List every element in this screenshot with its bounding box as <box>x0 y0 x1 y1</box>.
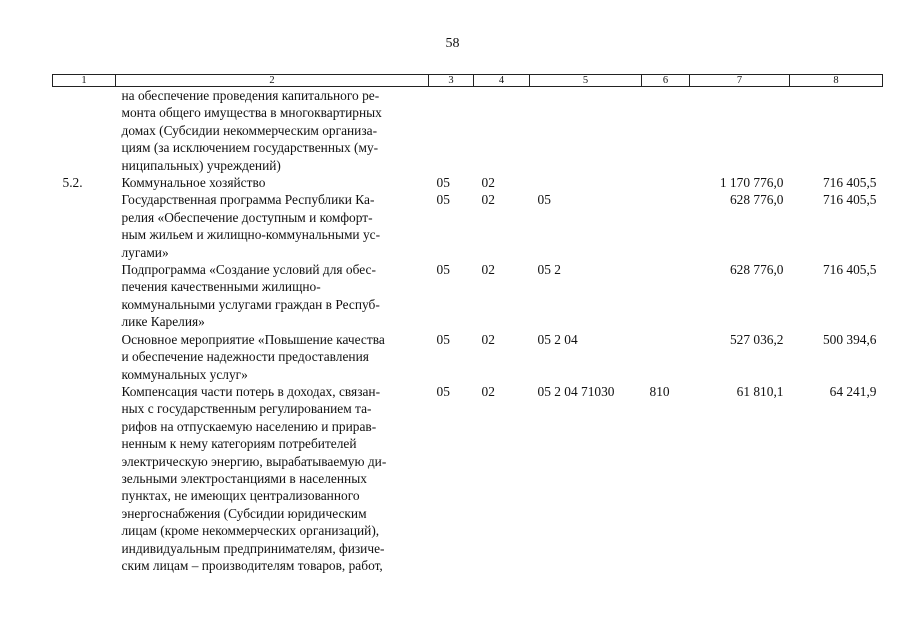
description-line: ниципальных) учреждений) <box>121 157 281 173</box>
column-number: 4 <box>474 75 530 87</box>
subsection-code <box>474 87 530 175</box>
column-number: 5 <box>530 75 642 87</box>
description-line: рифов на отпускаемую населению и прирав- <box>121 418 377 434</box>
column-number-row <box>53 75 883 87</box>
amount-year-2 <box>790 87 883 175</box>
description-line: релия «Обеспечение доступным и комфорт- <box>121 209 373 225</box>
description-line: коммунальных услуг» <box>121 366 248 382</box>
amount-year-1: 61 810,1 <box>736 383 784 399</box>
subsection-code: 02 <box>481 175 495 191</box>
description-line: на обеспечение проведения капитального ре- <box>121 88 380 103</box>
description-line: Подпрограмма «Создание условий для обес- <box>121 262 376 278</box>
expense-type-code <box>642 261 690 331</box>
description-line: лицам (кроме некоммерческих организаций), <box>121 523 380 539</box>
subsection-code: 02 <box>481 331 495 347</box>
description-line: зельными электростанциями в населенных <box>121 470 367 486</box>
table-row <box>53 174 883 191</box>
row-description <box>116 383 429 574</box>
description-line: ненным к нему категориям потребителей <box>121 436 357 452</box>
section-code: 05 <box>436 175 450 191</box>
description-line: ским лицам – производителям товаров, работ, <box>121 557 383 573</box>
target-article-code <box>530 174 642 191</box>
row-number <box>53 331 116 383</box>
description-line: коммунальными услугами граждан в Респуб- <box>121 296 380 312</box>
description-line: пунктах, не имеющих централизованного <box>121 488 360 504</box>
section-code: 05 <box>436 383 450 399</box>
amount-year-1: 628 776,0 <box>729 192 784 208</box>
amount-year-2: 64 241,9 <box>829 383 877 399</box>
description-line: и обеспечение надежности предоставления <box>121 349 369 365</box>
row-number <box>53 383 116 574</box>
budget-table <box>52 74 883 574</box>
target-article-code: 05 2 04 71030 <box>537 383 615 399</box>
section-code: 05 <box>436 192 450 208</box>
subsection-code: 02 <box>481 192 495 208</box>
expense-type-code <box>642 191 690 261</box>
description-line: Компенсация части потерь в доходах, связан- <box>121 383 381 399</box>
table-row <box>53 87 883 175</box>
row-description <box>116 261 429 331</box>
amount-year-2: 500 394,6 <box>822 331 877 347</box>
row-description <box>116 87 429 175</box>
column-number: 8 <box>790 75 883 87</box>
expense-type-code <box>642 331 690 383</box>
row-description <box>116 191 429 261</box>
section-code: 05 <box>436 262 450 278</box>
target-article-code: 05 2 04 <box>537 331 578 347</box>
description-line: домах (Субсидии некоммерческим организа- <box>121 122 378 138</box>
description-line: Коммунальное хозяйство <box>121 175 266 191</box>
row-number <box>53 87 116 175</box>
expense-type-code: 810 <box>649 383 670 399</box>
page-number: 58 <box>445 36 460 51</box>
description-line: ным жильем и жилищно-коммунальными ус- <box>121 227 381 243</box>
column-number: 1 <box>53 75 116 87</box>
column-number: 3 <box>429 75 474 87</box>
description-line: ных с государственным регулированием та- <box>121 401 372 417</box>
amount-year-2: 716 405,5 <box>822 262 877 278</box>
column-number: 7 <box>690 75 790 87</box>
description-line: циям (за исключением государственных (му- <box>121 140 379 156</box>
row-description <box>116 174 429 191</box>
table-row <box>53 383 883 574</box>
description-line: монта общего имущества в многоквартирных <box>121 105 382 121</box>
table-row <box>53 261 883 331</box>
amount-year-1 <box>690 87 790 175</box>
column-number: 2 <box>116 75 429 87</box>
amount-year-2: 716 405,5 <box>822 192 877 208</box>
target-article-code <box>530 87 642 175</box>
expense-type-code <box>642 87 690 175</box>
description-line: индивидуальным предпринимателям, физиче- <box>121 540 385 556</box>
description-line: Основное мероприятие «Повышение качества <box>121 331 385 347</box>
row-description <box>116 331 429 383</box>
row-number <box>53 261 116 331</box>
target-article-code: 05 2 <box>537 262 561 278</box>
description-line: Государственная программа Республики Ка- <box>121 192 375 208</box>
table-row <box>53 191 883 261</box>
row-number: 5.2. <box>62 175 83 191</box>
description-line: лугами» <box>121 244 169 260</box>
amount-year-2: 716 405,5 <box>822 175 877 191</box>
row-number <box>53 191 116 261</box>
subsection-code: 02 <box>481 383 495 399</box>
description-line: лике Карелия» <box>121 314 205 330</box>
subsection-code: 02 <box>481 262 495 278</box>
description-line: энергоснабжения (Субсидии юридическим <box>121 505 367 521</box>
amount-year-1: 628 776,0 <box>729 262 784 278</box>
description-line: печения качественными жилищно- <box>121 279 321 295</box>
expense-type-code <box>642 174 690 191</box>
section-code <box>429 87 474 175</box>
section-code: 05 <box>436 331 450 347</box>
table-row <box>53 331 883 383</box>
amount-year-1: 527 036,2 <box>729 331 784 347</box>
target-article-code: 05 <box>537 192 551 208</box>
amount-year-1: 1 170 776,0 <box>719 175 784 191</box>
column-number: 6 <box>642 75 690 87</box>
description-line: электрическую энергию, вырабатываемую ди- <box>121 453 387 469</box>
